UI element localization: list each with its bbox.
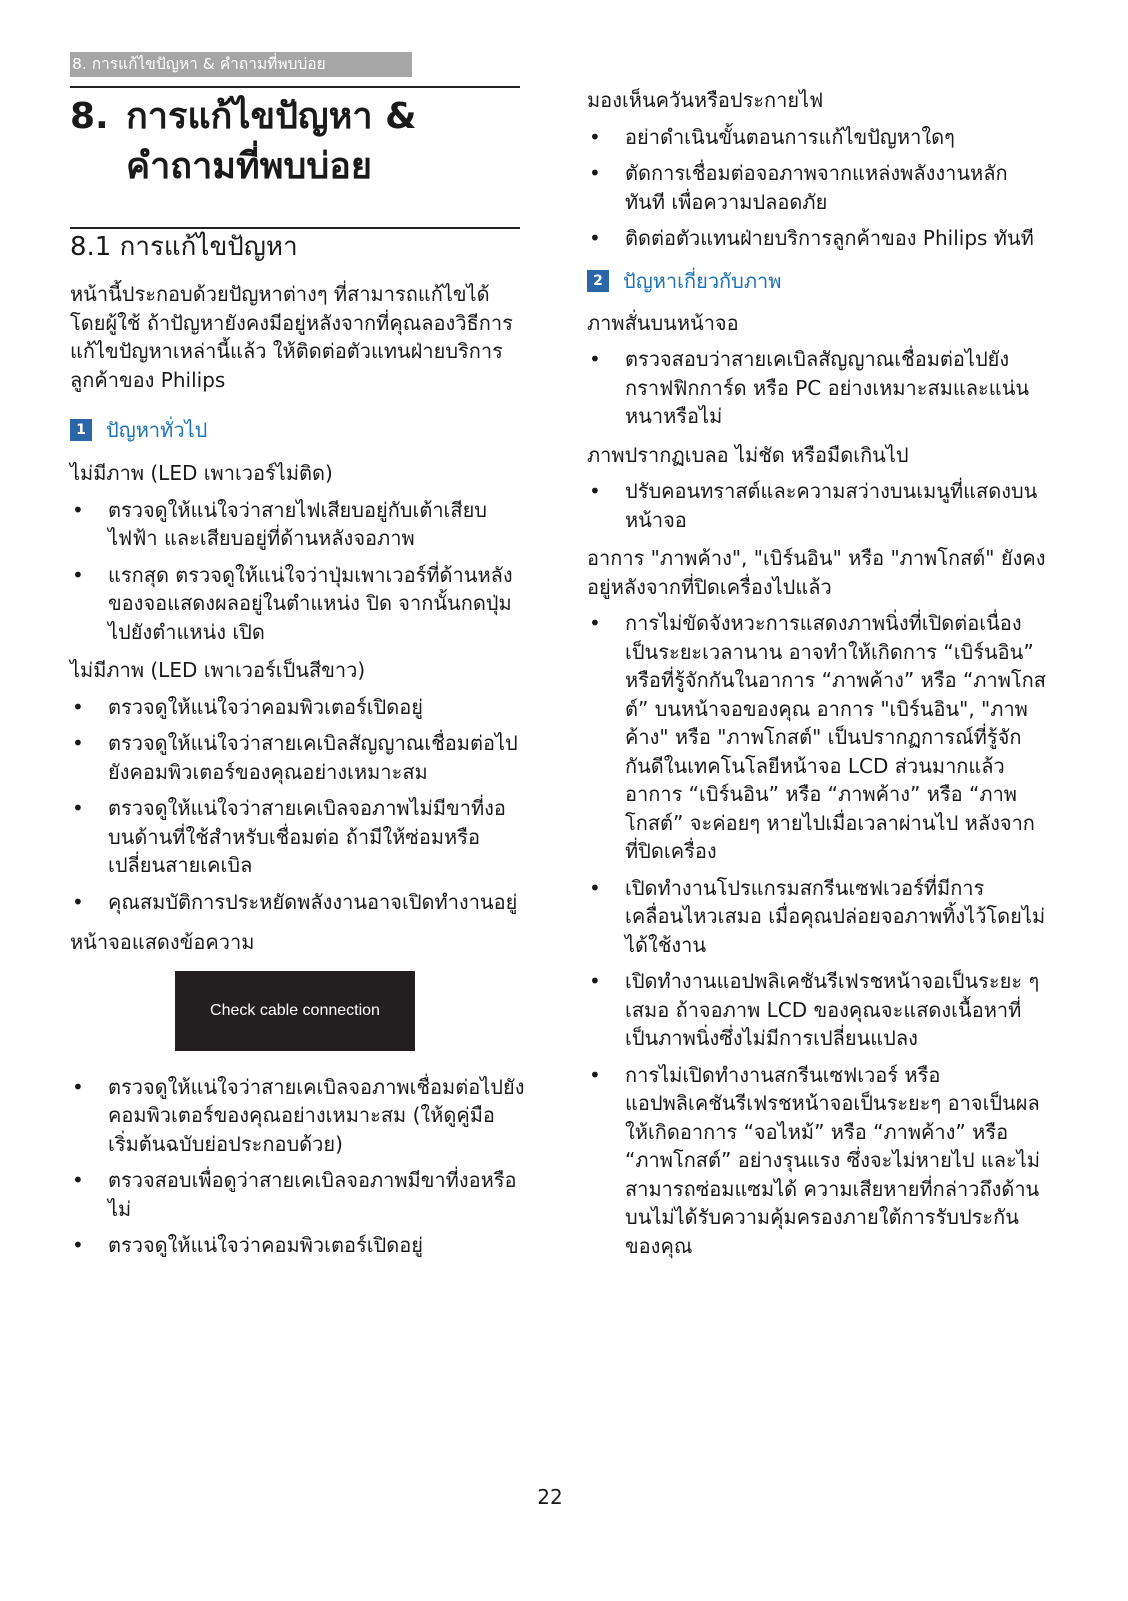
symptom-heading: ไม่มีภาพ (LED เพาเวอร์เป็นสีขาว) [70,658,366,682]
symptom-heading: ภาพสั่นบนหน้าจอ [587,310,739,335]
list-item: • คุณสมบัติการประหยัดพลังงานอาจเปิดทำงานอยู่ [70,888,525,917]
bullet-list [587,345,1047,431]
common-problems-title: ปัญหาทั่วไป [106,418,208,442]
chapter-number: 8. [70,96,109,137]
list-item: • ตรวจดูให้แน่ใจว่าสายเคเบิลจอภาพไม่มีขาที่งอบนด้านที่ใช้สำหรับเชื่อมต่อ ถ้ามีให้ซ่อมหรือเปลี่ยนสายเคเบิล [70,794,525,880]
bullet-list [70,693,525,917]
section-number-badge: 2 [587,270,609,292]
chapter-title-text: การแก้ไขปัญหา & คำถามที่พบบ่อย [126,96,417,187]
list-item: • ติดต่อตัวแทนฝ่ายบริการลูกค้าของ Philips ทันที [587,224,1047,253]
list-item: • ตรวจสอบว่าสายเคเบิลสัญญาณเชื่อมต่อไปยังกราฟฟิกการ์ด หรือ PC อย่างเหมาะสมและแน่นหนาหรือไม่ [587,345,1047,431]
screen-message-box [175,971,415,1051]
imaging-problems-heading [587,267,1047,295]
bullet-list [70,496,525,647]
list-item: • ตรวจดูให้แน่ใจว่าสายเคเบิลสัญญาณเชื่อมต่อไปยังคอมพิวเตอร์ของคุณอย่างเหมาะสม [70,729,525,786]
list-item: • ตรวจดูให้แน่ใจว่าสายเคเบิลจอภาพเชื่อมต่อไปยังคอมพิวเตอร์ของคุณอย่างเหมาะสม (ให้ดูคู่มือเริ่มต้นฉบับย่อประกอบด้วย) [70,1073,525,1159]
common-problems-heading [70,416,525,444]
symptom-heading: ภาพปรากฏเบลอ ไม่ชัด หรือมืดเกินไป [587,442,909,467]
intro-paragraph: หน้านี้ประกอบด้วยปัญหาต่างๆ ที่สามารถแก้ไขได้โดยผู้ใช้ ถ้าปัญหายังคงมีอยู่หลังจากที่คุณลองวิธีการแก้ไขปัญหาเหล่านี้แล้ว ให้ติดต่อตัวแทนฝ่ายบริการลูกค้าของ Philips [70,282,513,392]
list-item: • การไม่เปิดทำงานสกรีนเซฟเวอร์ หรือแอปพลิเคชันรีเฟรชหน้าจอเป็นระยะๆ อาจเป็นผลให้เกิดอาการ “จอไหม้” หรือ “ภาพค้าง” หรือ “ภาพโกสต์” อย่างรุนแรง ซึ่งจะไม่หายไป และไม่สามารถซ่อมแซมได้ ความเสียหายที่กล่าวถึงด้านบนไม่ได้รับความคุ้มครองภายใต้การรับประกันของคุณ [587,1061,1047,1261]
list-item: • ตรวจดูให้แน่ใจว่าคอมพิวเตอร์เปิดอยู่ [70,693,525,722]
section-number-badge: 1 [70,419,92,441]
right-column [587,86,1047,1260]
symptom-heading: หน้าจอแสดงข้อความ [70,930,255,954]
list-item: • ตรวจดูให้แน่ใจว่าสายไฟเสียบอยู่กับเต้าเสียบไฟฟ้า และเสียบอยู่ที่ด้านหลังจอภาพ [70,496,525,553]
section-title: 8.1 การแก้ไขปัญหา [70,232,298,262]
chapter-rule [70,86,520,88]
bullet-list [587,609,1047,1260]
imaging-problems-title: ปัญหาเกี่ยวกับภาพ [623,268,782,293]
list-item: • ตรวจดูให้แน่ใจว่าคอมพิวเตอร์เปิดอยู่ [70,1231,525,1260]
list-item: • แรกสุด ตรวจดูให้แน่ใจว่าปุ่มเพาเวอร์ที่ด้านหลังของจอแสดงผลอยู่ในตำแหน่ง ปิด จากนั้นกดปุ่มไปยังตำแหน่ง เปิด [70,561,525,647]
symptom-heading: อาการ "ภาพค้าง", "เบิร์นอิน" หรือ "ภาพโกสต์" ยังคงอยู่หลังจากที่ปิดเครื่องไปแล้ว [587,546,1046,599]
screen-message-text: Check cable connection [210,1001,380,1019]
bullet-list [587,123,1047,253]
list-item: • ตัดการเชื่อมต่อจอภาพจากแหล่งพลังงานหลักทันที เพื่อความปลอดภัย [587,159,1047,216]
list-item: • ตรวจสอบเพื่อดูว่าสายเคเบิลจอภาพมีขาที่งอหรือไม่ [70,1166,525,1223]
left-column [70,280,525,1260]
list-item: • อย่าดำเนินขั้นตอนการแก้ไขปัญหาใดๆ [587,123,1047,152]
list-item: • เปิดทำงานโปรแกรมสกรีนเซฟเวอร์ที่มีการเคลื่อนไหวเสมอ เมื่อคุณปล่อยจอภาพทิ้งไว้โดยไม่ได้ใช้งาน [587,874,1047,960]
symptom-heading: ไม่มีภาพ (LED เพาเวอร์ไม่ติด) [70,461,333,485]
page-number: 22 [537,1485,563,1509]
bullet-list [70,1073,525,1260]
list-item: • ปรับคอนทราสต์และความสว่างบนเมนูที่แสดงบนหน้าจอ [587,477,1047,534]
bullet-list [587,477,1047,534]
list-item: • เปิดทำงานแอปพลิเคชันรีเฟรชหน้าจอเป็นระยะ ๆ เสมอ ถ้าจอภาพ LCD ของคุณจะแสดงเนื้อหาที่เป็นภาพนิ่งซึ่งไม่มีการเปลี่ยนแปลง [587,967,1047,1053]
list-item: • การไม่ขัดจังหวะการแสดงภาพนิ่งที่เปิดต่อเนื่องเป็นระยะเวลานาน อาจทำให้เกิดการ “เบิร์นอิน” หรือที่รู้จักกันในอาการ “ภาพค้าง” หรือ “ภาพโกสต์” บนหน้าจอของคุณ อาการ "เบิร์นอิน", "ภาพค้าง" หรือ "ภาพโกสต์" เป็นปรากฏการณ์ที่รู้จักกันดีในเทคโนโลยีหน้าจอ LCD ส่วนมากแล้ว อาการ “เบิร์นอิน” หรือ “ภาพค้าง” หรือ “ภาพโกสต์” จะค่อยๆ หายไปเมื่อเวลาผ่านไป หลังจากที่ปิดเครื่อง [587,609,1047,866]
symptom-heading: มองเห็นควันหรือประกายไฟ [587,88,824,112]
breadcrumb: 8. การแก้ไขปัญหา & คำถามที่พบบ่อย [70,52,412,77]
